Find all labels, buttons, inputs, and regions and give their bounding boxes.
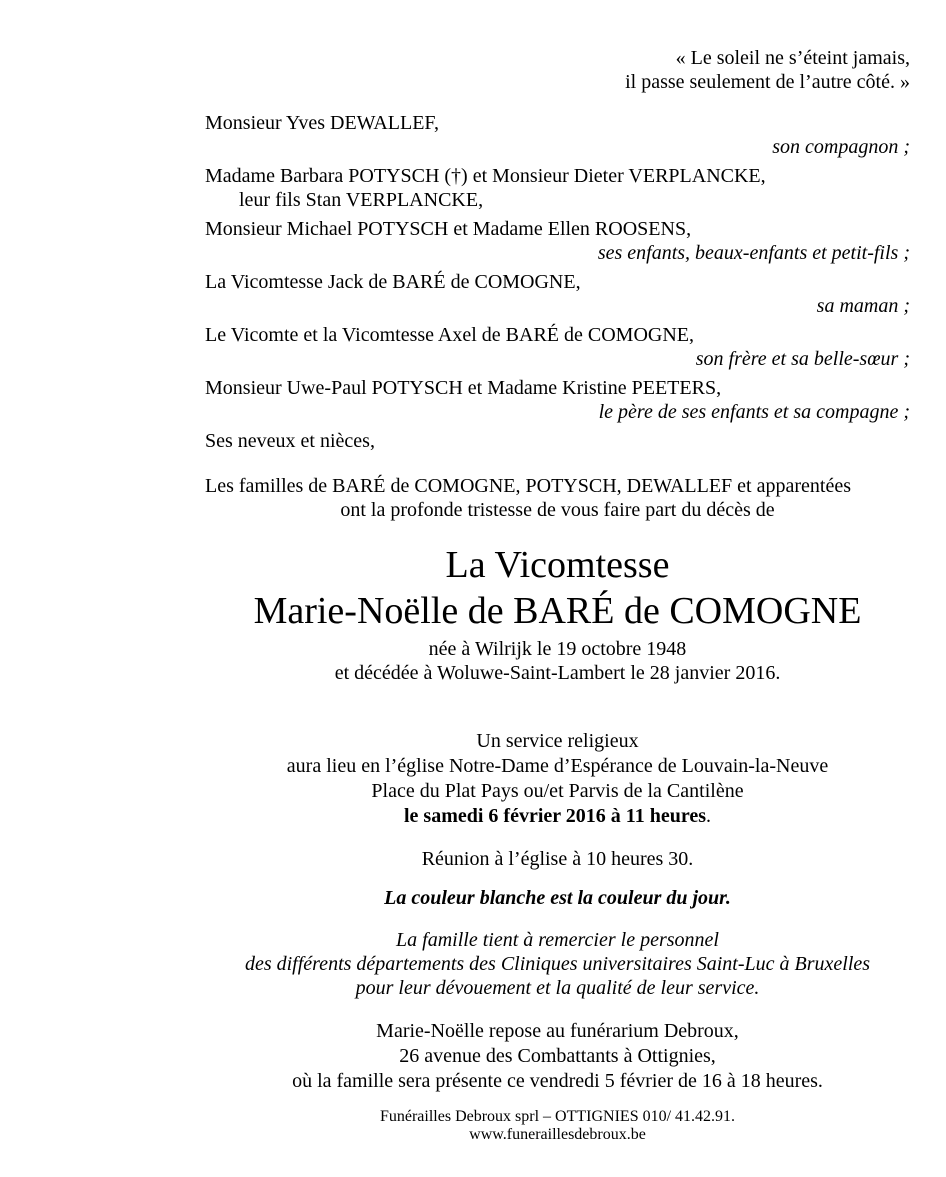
service-date-bold: le samedi 6 février 2016 à 11 heures [404, 805, 706, 827]
service-line-2: aura lieu en l’église Notre-Dame d’Espérance de Louvain-la-Neuve [286, 755, 829, 777]
mourner-companion-name: Monsieur Yves DEWALLEF, [205, 112, 439, 134]
mourner-father-name: Monsieur Uwe-Paul POTYSCH et Madame Kristine PEETERS, [205, 377, 722, 399]
mourner-brother-name: Le Vicomte et la Vicomtesse Axel de BARÉ de COMOGNE, [205, 324, 694, 346]
announcement-line-1: Les familles de BARÉ de COMOGNE, POTYSCH, DEWALLEF et apparentées [205, 475, 851, 497]
repose-line-3: où la famille sera présente ce vendredi 5 février de 16 à 18 heures. [292, 1070, 823, 1092]
epigraph [205, 46, 910, 94]
epigraph-line-2: il passe seulement de l’autre côté. » [625, 71, 910, 93]
deceased-name: Marie-Noëlle de BARÉ de COMOGNE [253, 590, 862, 632]
dress-code-line: La couleur blanche est la couleur du jour. [384, 887, 731, 909]
epigraph-line-1: « Le soleil ne s’éteint jamais, [675, 47, 910, 69]
footer-website: www.funeraillesdebroux.be [469, 1126, 646, 1143]
thanks-block [205, 928, 910, 1000]
service-date-line [205, 804, 910, 829]
mourner-mother-relation: sa maman ; [816, 295, 910, 317]
service-line-3: Place du Plat Pays ou/et Parvis de la Cantilène [371, 780, 744, 802]
service-block [205, 729, 910, 829]
deceased-title-block [205, 542, 910, 634]
footer-publisher: Funérailles Debroux sprl – OTTIGNIES 010/ 41.42.91. [379, 1108, 736, 1125]
mourner-nieces: Ses neveux et nièces, [205, 430, 375, 452]
announcement-line-2: ont la profonde tristesse de vous faire part du décès de [340, 499, 775, 521]
footer [205, 1108, 910, 1144]
repose-line-1: Marie-Noëlle repose au funérarium Debroux, [376, 1020, 739, 1042]
mourner-children-line-2: leur fils Stan VERPLANCKE, [239, 189, 484, 211]
repose-block [205, 1019, 910, 1094]
mourner-children-relation: ses enfants, beaux-enfants et petit-fils ; [597, 242, 910, 264]
deceased-birth-line: née à Wilrijk le 19 octobre 1948 [428, 638, 687, 660]
mourner-father-relation: le père de ses enfants et sa compagne ; [598, 401, 910, 423]
thanks-line-1: La famille tient à remercier le personnel [396, 929, 719, 951]
mourner-mother-name: La Vicomtesse Jack de BARÉ de COMOGNE, [205, 271, 581, 293]
repose-line-2: 26 avenue des Combattants à Ottignies, [399, 1045, 716, 1067]
service-date-period: . [706, 805, 711, 827]
deceased-death-line: et décédée à Woluwe-Saint-Lambert le 28 janvier 2016. [334, 662, 781, 684]
mourner-children-line-3: Monsieur Michael POTYSCH et Madame Ellen ROOSENS, [205, 218, 692, 240]
document-content [205, 0, 910, 1144]
service-line-1: Un service religieux [476, 730, 639, 752]
mourner-children-line-1: Madame Barbara POTYSCH (†) et Monsieur Dieter VERPLANCKE, [205, 165, 766, 187]
mourner-companion-relation: son compagnon ; [772, 136, 910, 158]
mourner-brother-relation: son frère et sa belle-sœur ; [695, 348, 910, 370]
thanks-line-3: pour leur dévouement et la qualité de leur service. [355, 977, 760, 999]
meeting-line: Réunion à l’église à 10 heures 30. [421, 848, 694, 870]
thanks-line-2: des différents départements des Cliniques universitaires Saint-Luc à Bruxelles [244, 953, 871, 975]
deceased-title: La Vicomtesse [445, 544, 670, 586]
